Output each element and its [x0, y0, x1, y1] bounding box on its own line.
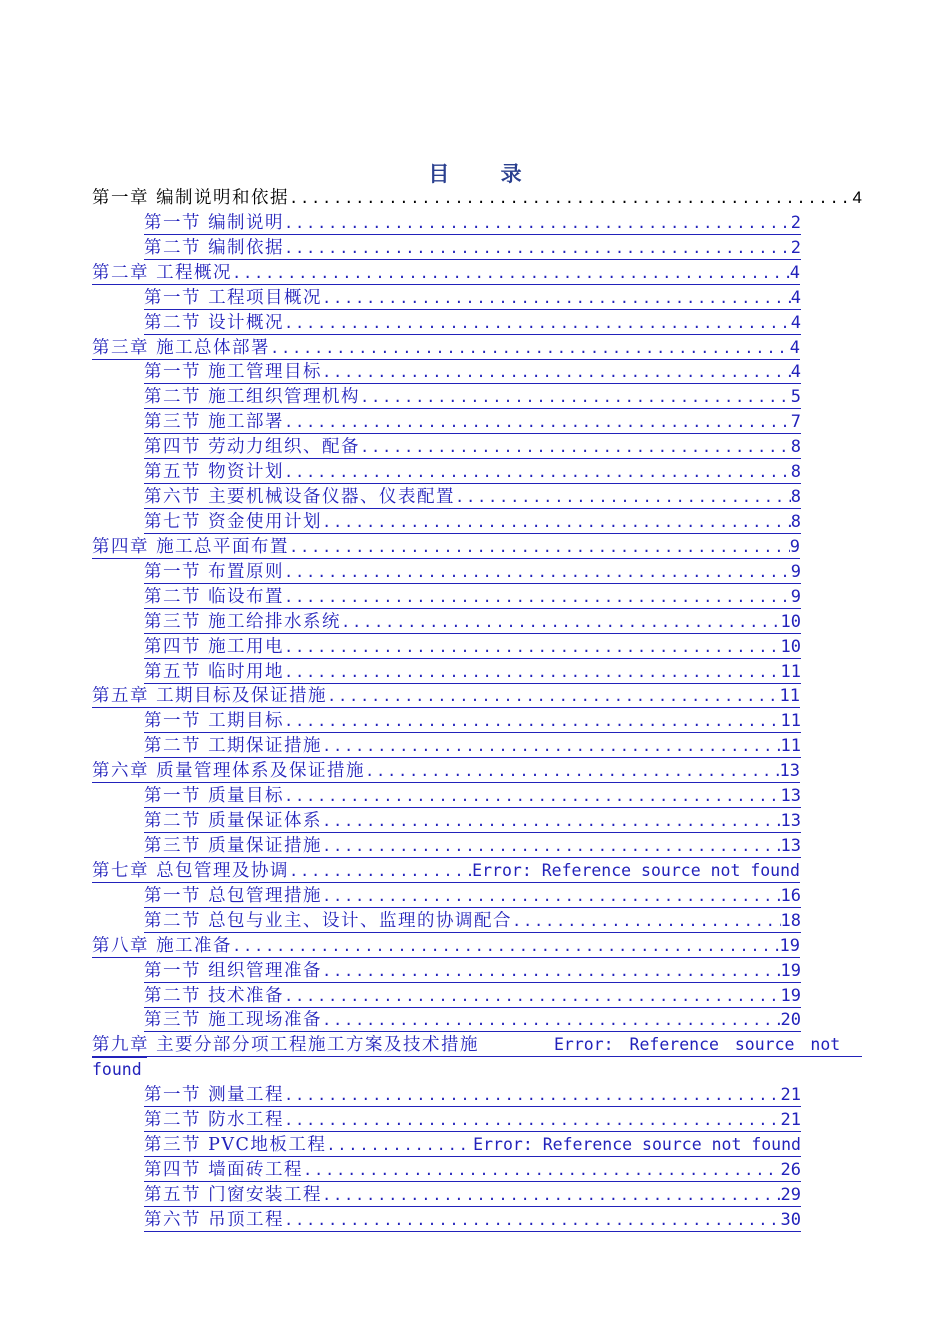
toc-entry-label: 第二节 质量保证体系: [144, 811, 323, 832]
dot-leader: [327, 684, 779, 709]
toc-section-entry: [92, 834, 801, 859]
toc-entry-label: 第六节 吊顶工程: [144, 1209, 285, 1230]
toc-entry-label: 第五章 工期目标及保证措施: [92, 686, 328, 707]
toc-section-entry: [92, 635, 801, 660]
toc-entry-label: 第四章 施工总平面布置: [92, 536, 290, 557]
dot-leader: [326, 1133, 473, 1158]
toc-entry-page: 13: [780, 811, 801, 832]
toc-link[interactable]: [144, 360, 801, 384]
toc-entry-page: Error: Reference source not found: [92, 1035, 841, 1080]
toc-entry-page: 8: [790, 511, 801, 532]
dot-leader: [270, 336, 790, 361]
dot-leader: [284, 1083, 780, 1108]
toc-section-entry: [92, 585, 801, 610]
toc-link[interactable]: [144, 286, 801, 310]
toc-section-entry: [92, 809, 801, 834]
toc-section-entry: [92, 510, 801, 535]
toc-entry-label: 第四节 劳动力组织、配备: [144, 437, 361, 458]
toc-entry-page: 18: [780, 910, 801, 931]
toc-section-entry: [92, 311, 801, 336]
toc-link[interactable]: [92, 336, 800, 360]
toc-title: 目 录: [428, 161, 544, 186]
toc-entry-label: 第三节 PVC地板工程: [144, 1135, 327, 1156]
toc-entry-label: 第三节 施工部署: [144, 412, 285, 433]
toc-entry-page: 19: [780, 985, 801, 1006]
dot-leader: [360, 435, 791, 460]
toc-entry-label: 第二节 技术准备: [144, 985, 285, 1006]
toc-link[interactable]: [144, 211, 801, 235]
toc-link[interactable]: [92, 934, 800, 958]
dot-leader: [284, 211, 791, 236]
toc-section-entry: [92, 984, 801, 1009]
toc-link[interactable]: [144, 460, 801, 484]
toc-entry-label: 第二章 工程概况: [92, 262, 233, 283]
toc-link[interactable]: [92, 186, 862, 209]
toc-section-entry: [92, 1208, 801, 1233]
toc-section-entry: [92, 560, 801, 585]
toc-entry-page: 13: [779, 761, 800, 782]
toc-entry-label: 第一节 测量工程: [144, 1085, 285, 1106]
toc-entry-page: 16: [780, 885, 801, 906]
toc-link[interactable]: [144, 510, 801, 534]
toc-entry-page: 5: [790, 387, 801, 408]
dot-leader: [284, 460, 791, 485]
toc-entry-page: 4: [790, 362, 801, 383]
toc-link[interactable]: [144, 884, 801, 908]
dot-leader: [284, 660, 780, 685]
toc-entry-label: 第四节 墙面砖工程: [144, 1159, 304, 1180]
toc-link[interactable]: [144, 1133, 801, 1157]
dot-leader: [365, 759, 779, 784]
toc-entry-label: 第二节 编制依据: [144, 237, 285, 258]
toc-link[interactable]: [144, 1008, 801, 1032]
dot-leader: [284, 1108, 780, 1133]
toc-entry-label: 第八章 施工准备: [92, 935, 233, 956]
toc-link[interactable]: [92, 759, 800, 783]
toc-section-entry: [92, 959, 801, 984]
toc-link[interactable]: [144, 560, 801, 584]
toc-entry-page: 4: [789, 262, 800, 283]
toc-entry-label: 第二节 防水工程: [144, 1110, 285, 1131]
toc-link[interactable]: [144, 1083, 801, 1107]
toc-link[interactable]: [144, 784, 801, 808]
toc-entry-page: 13: [780, 786, 801, 807]
toc-section-entry: [92, 460, 801, 485]
toc-link[interactable]: [144, 660, 801, 684]
toc-chapter-entry: [92, 759, 800, 784]
toc-entry-page: 10: [780, 611, 801, 632]
toc-link[interactable]: [144, 435, 801, 459]
toc-entry-label: 第四节 施工用电: [144, 636, 285, 657]
toc-entry-label: 第一章 编制说明和依据: [92, 188, 290, 208]
toc-section-entry: [92, 660, 801, 685]
toc-entry-page: 26: [780, 1159, 801, 1180]
toc-entry-page: Error: Reference source not found: [472, 860, 800, 880]
toc-section-entry: [92, 286, 801, 311]
toc-section-entry: [92, 410, 801, 435]
toc-section-entry: [92, 1183, 801, 1208]
toc-entry-page: 19: [780, 960, 801, 981]
toc-section-entry: [92, 435, 801, 460]
toc-section-entry: [92, 784, 801, 809]
toc-entry-page: 4: [852, 188, 862, 207]
dot-leader: [322, 959, 780, 984]
toc-link[interactable]: [144, 909, 801, 933]
dot-leader: [322, 360, 791, 385]
dot-leader: [284, 984, 780, 1009]
toc-entry-label: 第五节 临时用地: [144, 661, 285, 682]
toc-entry-label: 第九章 主要分部分项工程施工方案及技术措施: [92, 1035, 480, 1056]
toc-link[interactable]: [144, 809, 801, 833]
toc-section-entry: [92, 1158, 801, 1183]
toc-section-entry: [92, 236, 801, 261]
toc-entry-page: 19: [779, 935, 800, 956]
toc-entry-page: 8: [790, 437, 801, 458]
toc-entry-page: 9: [790, 561, 801, 582]
dot-leader: [284, 585, 791, 610]
toc-entry-page: 2: [790, 212, 801, 233]
dot-leader: [289, 859, 472, 884]
toc-entry-label: 第三章 施工总体部署: [92, 337, 271, 358]
toc-link[interactable]: [144, 385, 801, 409]
toc-entry-label: 第一节 施工管理目标: [144, 362, 323, 383]
toc-link[interactable]: [92, 684, 800, 708]
toc-section-entry: [92, 485, 801, 510]
toc-link[interactable]: [92, 535, 800, 559]
dot-leader: [284, 1208, 780, 1233]
toc-link[interactable]: [144, 485, 801, 509]
toc-entry-label: 第三节 质量保证措施: [144, 835, 323, 856]
toc-entry-page: 13: [780, 835, 801, 856]
dot-leader: [360, 385, 791, 410]
toc-entry-page: 29: [780, 1184, 801, 1205]
toc-link[interactable]: [92, 859, 800, 883]
dot-leader: [284, 410, 791, 435]
dot-leader: [341, 610, 780, 635]
toc-entry-page: 2: [790, 237, 801, 258]
toc-link[interactable]: [144, 1183, 801, 1207]
dot-leader: [284, 311, 791, 336]
toc-link[interactable]: [144, 734, 801, 758]
dot-leader: [322, 1008, 780, 1033]
toc-section-entry: [92, 1083, 801, 1108]
dot-leader: [455, 485, 791, 510]
toc-chapter-entry: [92, 261, 800, 286]
toc-entry-label: 第二节 施工组织管理机构: [144, 387, 361, 408]
toc-link[interactable]: [144, 1108, 801, 1132]
toc-entry-label: 第一节 工程项目概况: [144, 287, 323, 308]
toc-section-entry: [92, 211, 801, 236]
toc-section-entry: [92, 385, 801, 410]
dot-leader: [284, 784, 780, 809]
dot-leader: [322, 1183, 780, 1208]
toc-entry-page: 9: [790, 586, 801, 607]
toc-entry-label: 第一节 布置原则: [144, 561, 285, 582]
toc-chapter-entry: [92, 1033, 862, 1083]
toc-entry-label: 第二节 总包与业主、设计、监理的协调配合: [144, 910, 513, 931]
toc-chapter-entry: [92, 186, 862, 211]
toc-link[interactable]: [144, 585, 801, 609]
toc-entry-page: 11: [779, 686, 800, 707]
toc-entry-label: 第二节 工期保证措施: [144, 736, 323, 757]
toc-entry-page: 21: [780, 1110, 801, 1131]
dot-leader: [322, 884, 780, 909]
toc-section-entry: [92, 610, 801, 635]
dot-leader: [322, 510, 791, 535]
toc-entry-label: 第二节 临设布置: [144, 586, 285, 607]
dot-leader: [289, 186, 852, 211]
toc-entry-page: 11: [780, 661, 801, 682]
toc-section-entry: [92, 734, 801, 759]
toc-link[interactable]: [144, 834, 801, 858]
toc-entry-page: 11: [780, 711, 801, 732]
toc-entry-label: 第五节 门窗安装工程: [144, 1184, 323, 1205]
toc-link[interactable]: [144, 410, 801, 434]
toc-section-entry: [92, 709, 801, 734]
toc-entry-label: 第二节 设计概况: [144, 312, 285, 333]
dot-leader: [322, 286, 791, 311]
toc-link[interactable]: [144, 635, 801, 659]
dot-leader: [284, 635, 780, 660]
dot-leader: [284, 236, 791, 261]
toc-link[interactable]: [144, 236, 801, 260]
toc-link[interactable]: [144, 709, 801, 733]
toc-entry-label: 第六节 主要机械设备仪器、仪表配置: [144, 487, 456, 508]
toc-link[interactable]: [144, 959, 801, 983]
toc-link[interactable]: [144, 1208, 801, 1232]
toc-entry-page: 8: [790, 487, 801, 508]
toc-entry-label: 第一节 总包管理措施: [144, 885, 323, 906]
toc-chapter-entry: [92, 535, 800, 560]
toc-entry-label: 第一节 组织管理准备: [144, 960, 323, 981]
toc-entry-page: 21: [780, 1085, 801, 1106]
toc-section-entry: [92, 1133, 801, 1158]
toc-entry-page: 4: [790, 287, 801, 308]
toc-section-entry: [92, 909, 801, 934]
toc-entry-label: 第一节 编制说明: [144, 212, 285, 233]
toc-entry-page: 20: [780, 1010, 801, 1031]
toc-entry-label: 第七章 总包管理及协调: [92, 860, 290, 881]
toc-section-entry: [92, 1108, 801, 1133]
dot-leader: [289, 535, 790, 560]
toc-entry-page: 8: [790, 462, 801, 483]
toc-entry-page: 11: [780, 736, 801, 757]
toc-entry-label: 第一节 工期目标: [144, 711, 285, 732]
toc-entry-page: 9: [789, 536, 800, 557]
toc-link[interactable]: [92, 261, 800, 285]
toc-section-entry: [92, 360, 801, 385]
toc-link[interactable]: [144, 984, 801, 1008]
dot-leader: [303, 1158, 780, 1183]
toc-entry-page: 4: [789, 337, 800, 358]
dot-leader: [232, 261, 790, 286]
dot-leader: [284, 709, 780, 734]
toc-section-entry: [92, 1008, 801, 1033]
dot-leader: [284, 560, 791, 585]
dot-leader: [232, 934, 779, 959]
toc-chapter-entry: [92, 859, 800, 884]
dot-leader: [512, 909, 780, 934]
toc-entry-label: 第七节 资金使用计划: [144, 511, 323, 532]
toc-entry-label: 第五节 物资计划: [144, 462, 285, 483]
toc-entry-page: 30: [780, 1209, 801, 1230]
toc-entry-page: Error: Reference source not found: [473, 1135, 801, 1155]
toc-entry-label: 第一节 质量目标: [144, 786, 285, 807]
toc-chapter-entry: [92, 336, 800, 361]
toc-link[interactable]: [92, 1033, 862, 1080]
toc-entry-page: 4: [790, 312, 801, 333]
dot-leader: [322, 734, 780, 759]
toc-entry-label: 第六章 质量管理体系及保证措施: [92, 761, 366, 782]
table-of-contents: [92, 186, 862, 1233]
toc-entry-label: 第三节 施工现场准备: [144, 1010, 323, 1031]
toc-link[interactable]: [144, 1158, 801, 1182]
toc-section-entry: [92, 884, 801, 909]
toc-entry-page: 10: [780, 636, 801, 657]
toc-entry-page: 7: [790, 412, 801, 433]
toc-chapter-entry: [92, 684, 800, 709]
toc-entry-label: 第三节 施工给排水系统: [144, 611, 342, 632]
toc-chapter-entry: [92, 934, 800, 959]
toc-link[interactable]: [144, 610, 801, 634]
dot-leader: [322, 809, 780, 834]
dot-leader: [322, 834, 780, 859]
toc-link[interactable]: [144, 311, 801, 335]
